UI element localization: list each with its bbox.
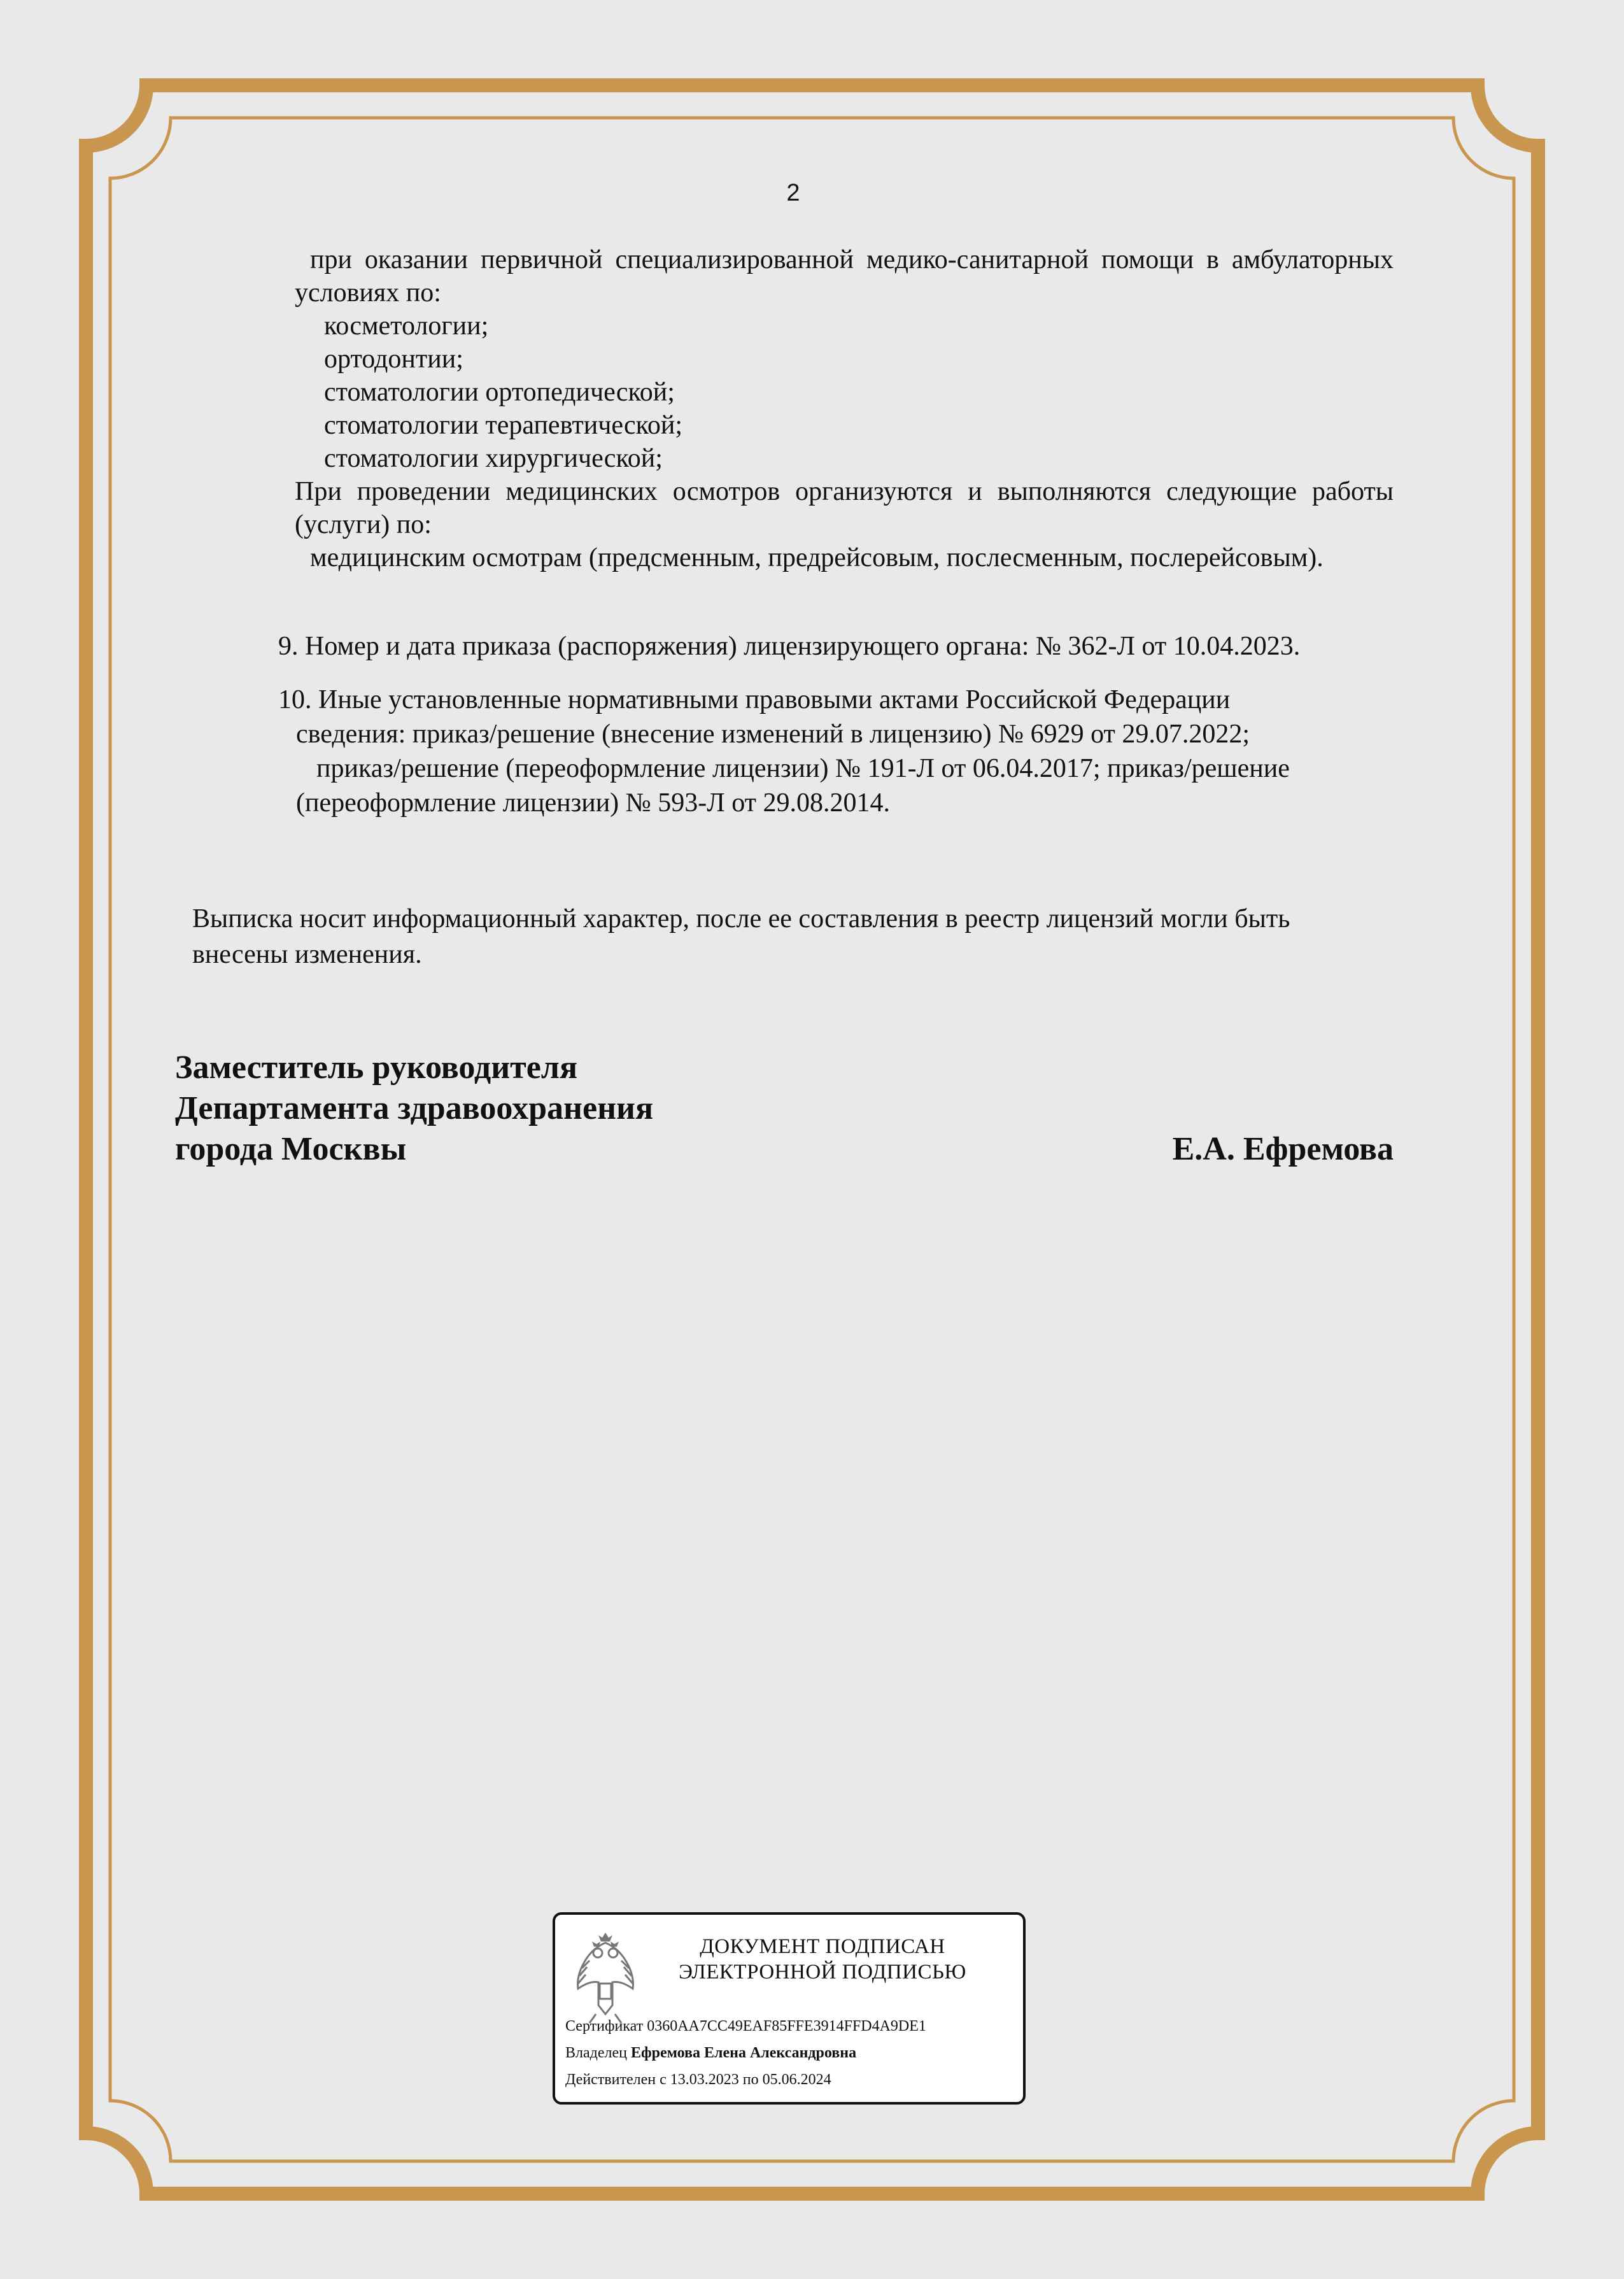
stamp-header-line: ДОКУМЕНТ ПОДПИСАН bbox=[700, 1935, 945, 1958]
services-list bbox=[295, 309, 1394, 475]
services-intro: при оказании первичной специализированной медико-санитарной помощи в амбулаторных условиях по: bbox=[295, 245, 1394, 308]
list-item: стоматологии терапевтической; bbox=[324, 411, 683, 440]
stamp-header-line: ЭЛЕКТРОННОЙ ПОДПИСЬЮ bbox=[679, 1961, 966, 1984]
owner-line bbox=[565, 2043, 856, 2062]
item-9 bbox=[278, 629, 1424, 664]
signatory-title-line: Заместитель руководителя bbox=[175, 1049, 578, 1086]
certificate-label: Сертификат bbox=[565, 2018, 644, 2034]
item-10-line: 10. Иные установленные нормативными правовыми актами Российской Федерации bbox=[278, 685, 1231, 714]
signatory-title bbox=[175, 1047, 812, 1170]
note-line: внесены изменения. bbox=[192, 940, 422, 969]
certificate-value: 0360AA7CC49EAF85FFE3914FFD4A9DE1 bbox=[647, 2018, 926, 2034]
item-10 bbox=[278, 683, 1424, 820]
list-item: ортодонтии; bbox=[324, 344, 463, 374]
list-item: стоматологии ортопедической; bbox=[324, 378, 675, 407]
stamp-header bbox=[651, 1934, 994, 1985]
item-10-line: (переоформление лицензии) № 593-Л от 29.08.2014. bbox=[296, 788, 891, 818]
informational-note bbox=[192, 901, 1402, 972]
list-item: косметологии; bbox=[324, 311, 489, 341]
exams-text: медицинским осмотрам (предсменным, предрейсовым, послесменным, послерейсовым). bbox=[310, 543, 1324, 572]
services-block bbox=[295, 243, 1394, 574]
note-line: Выписка носит информационный характер, после ее составления в реестр лицензий могли быть bbox=[192, 904, 1290, 934]
electronic-signature-stamp bbox=[553, 1912, 1026, 2105]
owner-label: Владелец bbox=[565, 2045, 627, 2061]
certificate-line bbox=[565, 2017, 926, 2036]
exams-intro: При проведении медицинских осмотров организуются и выполняются следующие работы (услуги) по: bbox=[295, 477, 1394, 539]
page-number: 2 bbox=[786, 180, 800, 206]
signatory-title-line: Департамента здравоохранения bbox=[175, 1090, 654, 1126]
list-item: стоматологии хирургической; bbox=[324, 444, 663, 473]
signatory-title-line: города Москвы bbox=[175, 1131, 407, 1167]
signatory-name: Е.А. Ефремова bbox=[1172, 1131, 1394, 1167]
validity-line: Действителен с 13.03.2023 по 05.06.2024 bbox=[565, 2071, 831, 2088]
item-10-line: приказ/решение (переоформление лицензии) № 191-Л от 06.04.2017; приказ/решение bbox=[316, 754, 1290, 783]
item-9-text: 9. Номер и дата приказа (распоряжения) лицензирующего органа: № 362-Л от 10.04.2023. bbox=[278, 632, 1301, 661]
coat-of-arms-icon bbox=[570, 1930, 640, 2026]
owner-value: Ефремова Елена Александровна bbox=[630, 2045, 857, 2061]
item-10-line: сведения: приказ/решение (внесение изменений в лицензию) № 6929 от 29.07.2022; bbox=[296, 720, 1250, 749]
